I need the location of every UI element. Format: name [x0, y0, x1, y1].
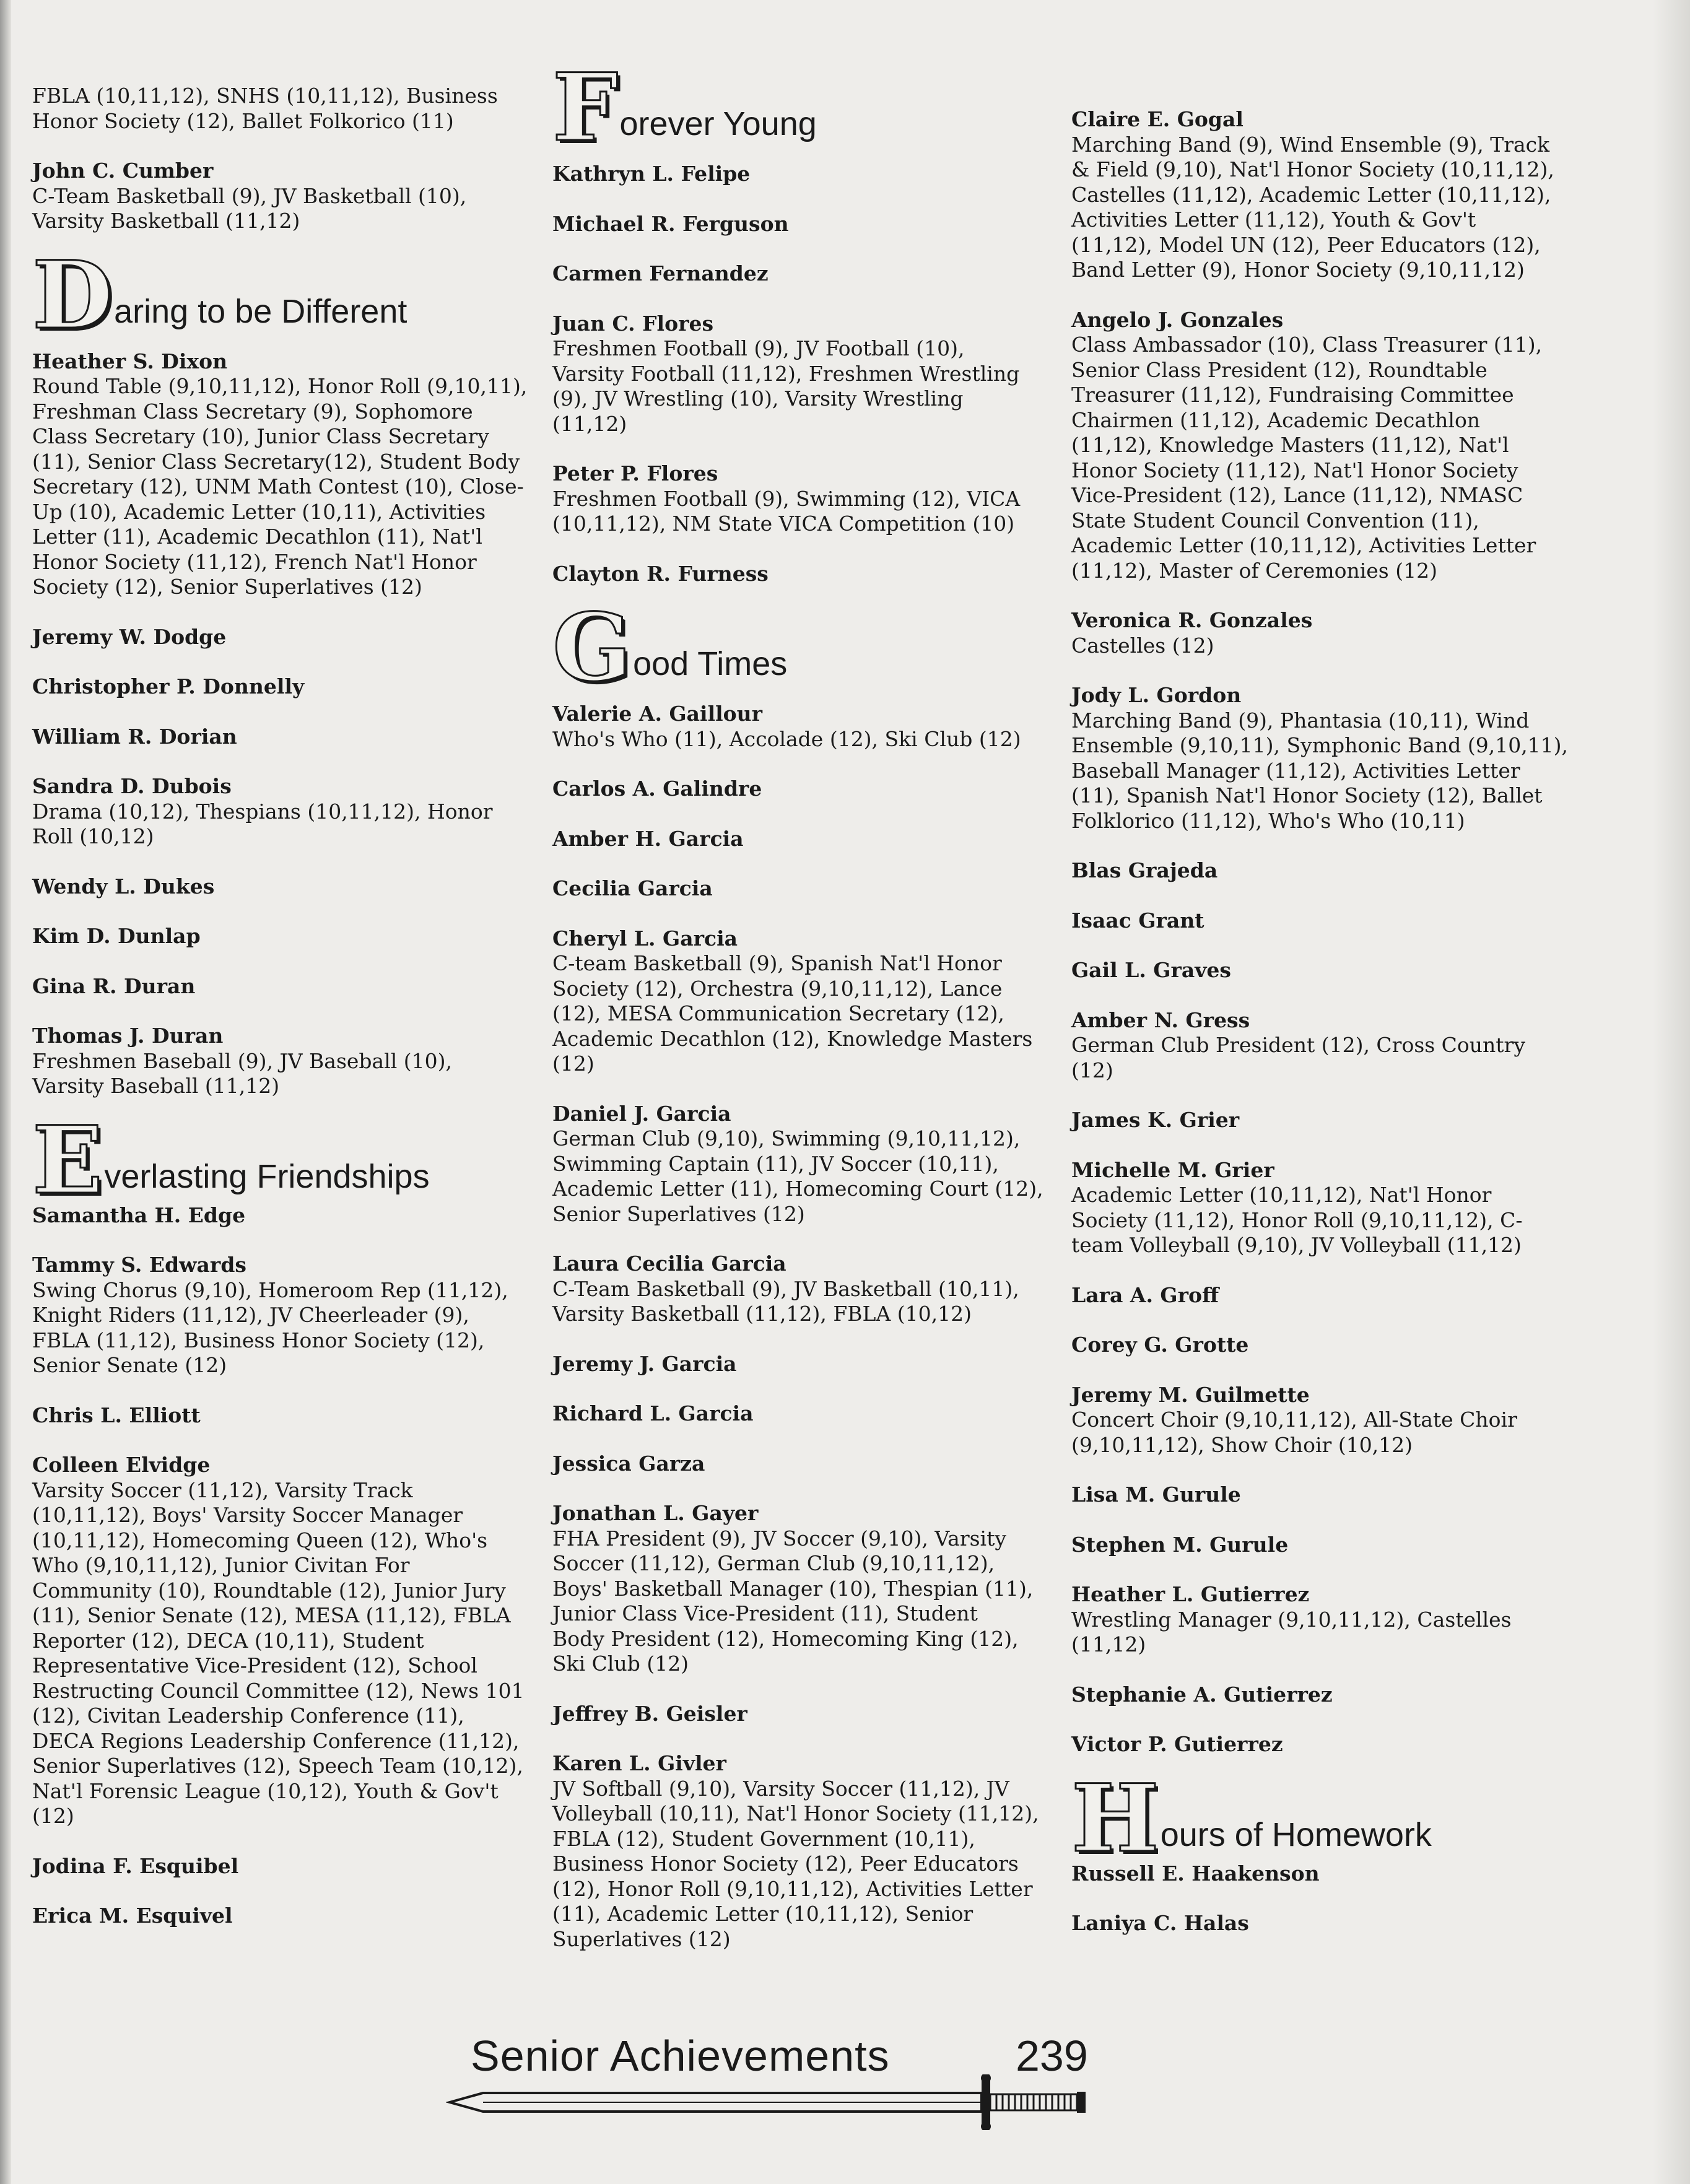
- entry-name: Jeffrey B. Geisler: [552, 1701, 747, 1726]
- entry-desc: Academic Letter (10,11,12), Nat'l Honor Society (11,12), Honor Roll (9,10,11,12), C- team Volleyball (9,10), JV Volleyball (11,12): [1071, 1183, 1523, 1257]
- entry-name: Gail L. Graves: [1071, 958, 1232, 982]
- entry-gogal: [1071, 107, 1585, 283]
- entry-lgurule: [1071, 1482, 1585, 1508]
- entry-desc: FBLA (10,11,12), SNHS (10,11,12), Business Honor Society (12), Ballet Folkorico (11): [32, 84, 498, 133]
- entry-givler: [552, 1751, 1060, 1952]
- entry-rgarcia: [552, 1401, 1060, 1427]
- entry-groff: [1071, 1283, 1585, 1308]
- entry-desc: Class Ambassador (10), Class Treasurer (11), Senior Class President (12), Roundtable Treasurer (11,12), Fundraising Committee Chairmen (11,12), Academic Decathlon (11,12), Knowledge Masters (11,12), Nat'l Honor Society (11,12), Nat'l Honor Society Vice-President (12), Lance (11,12), NMASC State Student Council Convention (11), Academic Letter (10,11,12), Activities Letter (11,12), Master of Ceremonies (12): [1071, 333, 1543, 583]
- entry-lgarcia: [552, 1251, 1060, 1327]
- entry-name: Cecilia Garcia: [552, 876, 713, 900]
- entry-sgutierrez: [1071, 1682, 1585, 1708]
- entry-name: Christopher P. Donnelly: [32, 674, 305, 698]
- section-heading-h: [1071, 1764, 1585, 1873]
- entry-name: Juan C. Flores: [552, 311, 714, 336]
- entry-fernandez: [552, 261, 1060, 287]
- entry-name: Stephen M. Gurule: [1071, 1532, 1289, 1557]
- entry-name: Carlos A. Galindre: [552, 777, 762, 801]
- entry-desc: C-Team Basketball (9), JV Basketball (10,11), Varsity Basketball (11,12), FBLA (10,12): [552, 1276, 1019, 1326]
- entry-name: Veronica R. Gonzales: [1071, 608, 1313, 632]
- entry-cumber: [32, 159, 540, 234]
- entry-elliott: [32, 1403, 540, 1429]
- section-title: aring to be Different: [114, 292, 407, 330]
- entry-name: Wendy L. Dukes: [32, 874, 215, 898]
- entry-sgurule: [1071, 1533, 1585, 1558]
- entry-name: Stephanie A. Gutierrez: [1071, 1682, 1333, 1707]
- entry-name: Tammy S. Edwards: [32, 1253, 246, 1277]
- page-number: 239: [1016, 2032, 1088, 2080]
- entry-name: William R. Dorian: [32, 724, 237, 749]
- entry-gaillour: [552, 702, 1060, 752]
- column-2: [552, 53, 1060, 1977]
- entry-esquibel: [32, 1854, 540, 1879]
- entry-name: Lara A. Groff: [1071, 1282, 1219, 1307]
- entry-grajeda: [1071, 858, 1585, 884]
- entry-name: Erica M. Esquivel: [32, 1903, 233, 1928]
- entry-name: Isaac Grant: [1071, 908, 1204, 933]
- binding-shadow: [0, 0, 11, 2184]
- entry-name: Jodina F. Esquibel: [32, 1853, 239, 1878]
- drop-cap: D: [32, 240, 113, 350]
- entry-name: Colleen Elvidge: [32, 1453, 211, 1477]
- entry-desc: C-Team Basketball (9), JV Basketball (10), Varsity Basketball (11,12): [32, 183, 467, 233]
- entry-name: Jeremy J. Garcia: [552, 1351, 737, 1376]
- entry-donnelly: [32, 674, 540, 700]
- entry-name: Carmen Fernandez: [552, 261, 769, 285]
- entry-name: Laura Cecilia Garcia: [552, 1251, 786, 1276]
- entry-edge: [32, 1203, 540, 1229]
- column-3: [1071, 107, 1585, 1961]
- entry-name: Gina R. Duran: [32, 973, 196, 998]
- entry-furness: [552, 562, 1060, 587]
- entry-dixon: [32, 349, 540, 600]
- entry-dukes: [32, 874, 540, 900]
- sword-icon: [446, 2074, 1127, 2130]
- entry-name: Sandra D. Dubois: [32, 774, 232, 798]
- entry-jgarcia: [552, 1352, 1060, 1377]
- section-heading-d: [32, 240, 540, 350]
- entry-name: Amber H. Garcia: [552, 826, 744, 851]
- entry-name: Kathryn L. Felipe: [552, 162, 751, 186]
- entry-name: Russell E. Haakenson: [1071, 1861, 1320, 1886]
- entry-guilmette: [1071, 1383, 1585, 1458]
- entry-gayer: [552, 1501, 1060, 1677]
- entry-name: Corey G. Grotte: [1071, 1333, 1249, 1357]
- entry-name: Heather L. Gutierrez: [1071, 1582, 1310, 1606]
- entry-dunlap: [32, 924, 540, 949]
- entry-vgutierrez: [1071, 1732, 1585, 1757]
- entry-edwards: [32, 1253, 540, 1378]
- drop-cap: H: [1071, 1764, 1159, 1873]
- entry-name: Claire E. Gogal: [1071, 107, 1244, 131]
- entry-desc: Round Table (9,10,11,12), Honor Roll (9,10,11), Freshman Class Secretary (9), Sophomore Class Secretary (10), Junior Class Secretary (11), Senior Class Secretary(12), Student Body Secretary (12), UNM Math Contest (10), Close- Up (10), Academic Letter (10,11), Activities Letter (11), Academic Decathlon (11), Nat'l Honor Society (11,12), French Nat'l Honor Society (12), Senior Superlatives (12): [32, 374, 528, 599]
- drop-cap: E: [32, 1105, 103, 1215]
- entry-desc: Castelles (12): [1071, 633, 1214, 658]
- entry-name: Amber N. Gress: [1071, 1007, 1250, 1032]
- entry-name: Jessica Garza: [552, 1451, 705, 1476]
- entry-name: Jody L. Gordon: [1071, 683, 1242, 707]
- entry-desc: Varsity Soccer (11,12), Varsity Track (10,11,12), Boys' Varsity Soccer Manager (10,11,12), Homecoming Queen (12), Who's Who (9,10,11,12), Junior Civitan For Community (10), Roundtable (12), Junior Jury (11), Senior Senate (12), MESA (11,12), FBLA Reporter (12), DECA (10,11), Student Representative Vice-President (12), School Restructing Council Committee (12), News 101 (12), Civitan Leadership Conference (11), DECA Regions Leadership Conference (11,12), Senior Superlatives (12), Speech Team (10,12), Nat'l Forensic League (10,12), Youth & Gov't (12): [32, 1477, 525, 1828]
- section-title: ours of Homework: [1160, 1816, 1432, 1853]
- entry-dodge: [32, 625, 540, 650]
- entry-haakenson: [1071, 1861, 1585, 1887]
- entry-name: Thomas J. Duran: [32, 1024, 224, 1048]
- entry-desc: Marching Band (9), Phantasia (10,11), Wind Ensemble (9,10,11), Symphonic Band (9,10,11), Baseball Manager (11,12), Activities Letter (11), Spanish Nat'l Honor Society (12), Ballet Folklorico (11,12), Who's Who (10,11): [1071, 708, 1569, 833]
- entry-cgarcia: [552, 876, 1060, 902]
- entry-name: Jonathan L. Gayer: [552, 1501, 759, 1525]
- entry-felipe: [552, 162, 1060, 187]
- entry-desc: Freshmen Baseball (9), JV Baseball (10), Varsity Baseball (11,12): [32, 1048, 453, 1098]
- page-edge-shadow: [1653, 0, 1690, 2184]
- entry-name: Kim D. Dunlap: [32, 924, 201, 948]
- entry-gress: [1071, 1008, 1585, 1084]
- entry-jflores: [552, 311, 1060, 437]
- entry-desc: Drama (10,12), Thespians (10,11,12), Honor Roll (10,12): [32, 799, 493, 848]
- entry-desc: Marching Band (9), Wind Ensemble (9), Track & Field (9,10), Nat'l Honor Society (10,11,12), Castelles (11,12), Academic Letter (10,11,12), Activities Letter (11,12), Youth & Gov't (11,12), Model UN (12), Peer Educators (12), Band Letter (9), Honor Society (9,10,11,12): [1071, 132, 1554, 282]
- entry-name: James K. Grier: [1071, 1108, 1240, 1132]
- entry-esquivel: [32, 1903, 540, 1929]
- entry-name: Angelo J. Gonzales: [1071, 307, 1284, 332]
- entry-halas: [1071, 1911, 1585, 1936]
- entry-dorian: [32, 724, 540, 750]
- entry-tduran: [32, 1024, 540, 1099]
- drop-cap: F: [552, 53, 619, 162]
- entry-name: Cheryl L. Garcia: [552, 926, 738, 951]
- entry-continued: [32, 84, 540, 134]
- entry-desc: Freshmen Football (9), Swimming (12), VICA (10,11,12), NM State VICA Competition (10): [552, 486, 1021, 536]
- entry-jgrier: [1071, 1108, 1585, 1133]
- footer-title: Senior Achievements: [471, 2032, 890, 2080]
- entry-name: Lisa M. Gurule: [1071, 1482, 1241, 1507]
- entry-name: Chris L. Elliott: [32, 1403, 201, 1427]
- entry-desc: German Club President (12), Cross Country (12): [1071, 1033, 1525, 1082]
- entry-name: Michael R. Ferguson: [552, 211, 789, 236]
- entry-desc: JV Softball (9,10), Varsity Soccer (11,12), JV Volleyball (10,11), Nat'l Honor Society (11,12), FBLA (12), Student Government (10,11), Business Honor Society (12), Peer Educators (12), Honor Roll (9,10,11,12), Activities Letter (11), Academic Letter (10,11,12), Senior Superlatives (12): [552, 1776, 1039, 1951]
- entry-name: Heather S. Dixon: [32, 349, 228, 373]
- entry-mgrier: [1071, 1158, 1585, 1258]
- entry-agarcia: [552, 827, 1060, 852]
- entry-grotte: [1071, 1333, 1585, 1358]
- entry-pflores: [552, 461, 1060, 537]
- entry-name: Valerie A. Gaillour: [552, 702, 763, 726]
- drop-cap: G: [552, 593, 632, 702]
- entry-hgutierrez: [1071, 1582, 1585, 1658]
- entry-desc: C-team Basketball (9), Spanish Nat'l Honor Society (12), Orchestra (9,10,11,12), Lance (12), MESA Communication Secretary (12), Academic Decathlon (12), Knowledge Masters (12): [552, 951, 1033, 1076]
- entry-dubois: [32, 774, 540, 850]
- entry-desc: German Club (9,10), Swimming (9,10,11,12), Swimming Captain (11), JV Soccer (10,11), Academic Letter (11), Homecoming Court (12), Senior Superlatives (12): [552, 1126, 1043, 1226]
- section-title: ood Times: [633, 645, 788, 682]
- section-title: orever Young: [619, 105, 817, 142]
- entry-desc: Swing Chorus (9,10), Homeroom Rep (11,12), Knight Riders (11,12), JV Cheerleader (9), FBLA (11,12), Business Honor Society (12), Senior Senate (12): [32, 1277, 508, 1377]
- entry-desc: Wrestling Manager (9,10,11,12), Castelles (11,12): [1071, 1607, 1512, 1656]
- entry-name: Michelle M. Grier: [1071, 1157, 1274, 1182]
- entry-clgarcia: [552, 926, 1060, 1077]
- section-heading-f: [552, 53, 1060, 162]
- entry-desc: FHA President (9), JV Soccer (9,10), Varsity Soccer (11,12), German Club (9,10,11,12), Boys' Basketball Manager (10), Thespian (11), Junior Class Vice-President (11), Student Body President (12), Homecoming King (12), Ski Club (12): [552, 1526, 1034, 1676]
- entry-elvidge: [32, 1453, 540, 1829]
- column-1: [32, 84, 540, 1954]
- entry-geisler: [552, 1702, 1060, 1727]
- entry-desc: Concert Choir (9,10,11,12), All-State Choir (9,10,11,12), Show Choir (10,12): [1071, 1407, 1517, 1457]
- entry-name: Daniel J. Garcia: [552, 1101, 731, 1126]
- entry-name: Peter P. Flores: [552, 461, 718, 485]
- section-heading-g: [552, 593, 1060, 702]
- entry-garza: [552, 1451, 1060, 1477]
- entry-vgonzales: [1071, 608, 1585, 658]
- entry-name: Jeremy M. Guilmette: [1071, 1382, 1310, 1407]
- entry-gordon: [1071, 683, 1585, 833]
- entry-name: Richard L. Garcia: [552, 1401, 754, 1425]
- entry-name: Jeremy W. Dodge: [32, 624, 227, 649]
- entry-graves: [1071, 958, 1585, 983]
- entry-name: Blas Grajeda: [1071, 858, 1218, 882]
- entry-name: Victor P. Gutierrez: [1071, 1732, 1283, 1756]
- entry-desc: Freshmen Football (9), JV Football (10), Varsity Football (11,12), Freshmen Wrestling (9), JV Wrestling (10), Varsity Wrestling (11,12): [552, 336, 1020, 436]
- entry-gduran: [32, 974, 540, 999]
- entry-galindre: [552, 777, 1060, 802]
- entry-desc: Who's Who (11), Accolade (12), Ski Club (12): [552, 726, 1021, 751]
- entry-dgarcia: [552, 1102, 1060, 1227]
- page-footer: [446, 2025, 1127, 2149]
- entry-name: Samantha H. Edge: [32, 1203, 246, 1227]
- entry-name: Karen L. Givler: [552, 1751, 726, 1775]
- entry-agonzales: [1071, 308, 1585, 584]
- entry-name: John C. Cumber: [32, 159, 214, 183]
- entry-name: Laniya C. Halas: [1071, 1911, 1249, 1935]
- section-title: verlasting Friendships: [104, 1157, 430, 1195]
- entry-ferguson: [552, 212, 1060, 237]
- entry-grant: [1071, 908, 1585, 934]
- entry-name: Clayton R. Furness: [552, 561, 769, 586]
